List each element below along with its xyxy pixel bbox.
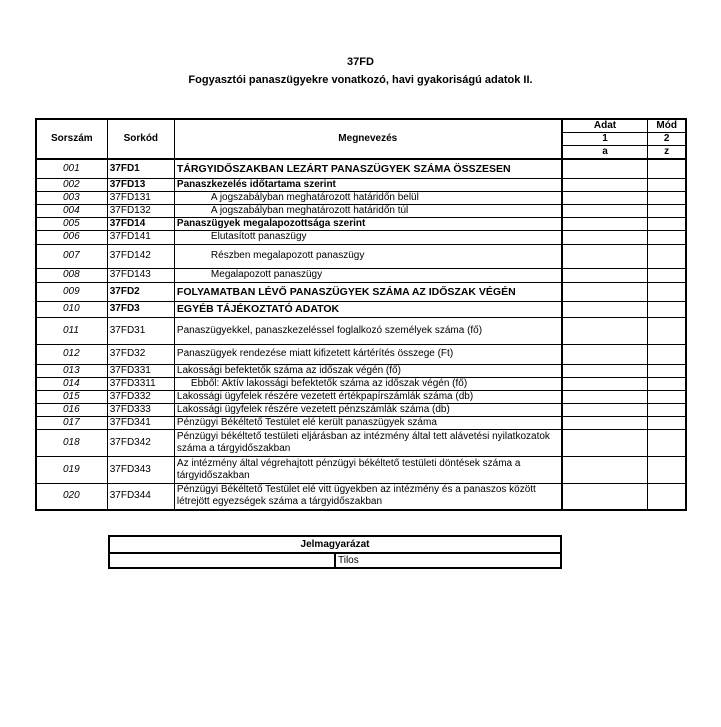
row-label: Megalapozott panaszügy (174, 268, 561, 282)
table-row (36, 364, 686, 377)
row-number: 002 (36, 178, 107, 191)
row-label: Részben megalapozott panaszügy (174, 244, 561, 268)
mod-cell[interactable] (648, 301, 686, 317)
adat-cell[interactable] (562, 244, 648, 268)
row-number: 019 (36, 456, 107, 483)
header-megnevezes: Megnevezés (174, 119, 561, 159)
mod-cell[interactable] (648, 416, 686, 429)
adat-cell[interactable] (562, 483, 648, 510)
table-row (36, 456, 686, 483)
row-number: 020 (36, 483, 107, 510)
row-number: 018 (36, 429, 107, 456)
row-number: 006 (36, 230, 107, 244)
mod-cell[interactable] (648, 483, 686, 510)
row-code: 37FD132 (107, 204, 174, 217)
row-code: 37FD331 (107, 364, 174, 377)
table-row (36, 268, 686, 282)
mod-cell[interactable] (648, 364, 686, 377)
mod-cell[interactable] (648, 390, 686, 403)
row-code: 37FD131 (107, 191, 174, 204)
row-label: Pénzügyi Békéltető Testület elé vitt ügyekben az intézmény és a panaszos között létrejött egyezségek száma a tárgyidőszakban (174, 483, 561, 510)
table-row (36, 159, 686, 178)
row-label: Lakossági ügyfelek részére vezetett pénzszámlák száma (db) (174, 403, 561, 416)
adat-cell[interactable] (562, 191, 648, 204)
table-row (36, 191, 686, 204)
row-label: Az intézmény által végrehajtott pénzügyi békéltető testületi döntések száma a tárgyidőszakban (174, 456, 561, 483)
adat-cell[interactable] (562, 178, 648, 191)
legend-item-label: Tilos (335, 553, 561, 568)
row-label: EGYÉB TÁJÉKOZTATÓ ADATOK (174, 301, 561, 317)
mod-cell[interactable] (648, 178, 686, 191)
adat-cell[interactable] (562, 429, 648, 456)
table-row (36, 244, 686, 268)
row-code: 37FD14 (107, 217, 174, 230)
mod-cell[interactable] (648, 159, 686, 178)
form-title: Fogyasztói panaszügyekre vonatkozó, havi gyakoriságú adatok II. (188, 74, 533, 86)
row-code: 37FD141 (107, 230, 174, 244)
adat-cell[interactable] (562, 204, 648, 217)
adat-cell[interactable] (562, 268, 648, 282)
mod-cell[interactable] (648, 217, 686, 230)
legend-swatch (109, 553, 335, 568)
adat-cell[interactable] (562, 301, 648, 317)
table-row (36, 377, 686, 390)
adat-cell[interactable] (562, 217, 648, 230)
row-number: 009 (36, 282, 107, 301)
mod-cell[interactable] (648, 230, 686, 244)
table-row (36, 178, 686, 191)
row-label: FOLYAMATBAN LÉVŐ PANASZÜGYEK SZÁMA AZ IDŐSZAK VÉGÉN (174, 282, 561, 301)
adat-cell[interactable] (562, 230, 648, 244)
table-row (36, 344, 686, 364)
row-number: 015 (36, 390, 107, 403)
header-mod-letter: z (648, 146, 686, 160)
table-row (36, 317, 686, 344)
mod-cell[interactable] (648, 268, 686, 282)
row-code: 37FD1 (107, 159, 174, 178)
table-row (36, 217, 686, 230)
form-code: 37FD (347, 56, 374, 68)
row-code: 37FD3311 (107, 377, 174, 390)
row-label: Panaszügyek rendezése miatt kifizetett kártérítés összege (Ft) (174, 344, 561, 364)
row-code: 37FD341 (107, 416, 174, 429)
row-code: 37FD32 (107, 344, 174, 364)
header-sorszam: Sorszám (36, 119, 107, 159)
header-adat-num: 1 (562, 133, 648, 146)
legend-table (108, 535, 562, 569)
row-label: Elutasított panaszügy (174, 230, 561, 244)
table-row (36, 416, 686, 429)
row-code: 37FD343 (107, 456, 174, 483)
adat-cell[interactable] (562, 344, 648, 364)
table-row (36, 282, 686, 301)
adat-cell[interactable] (562, 364, 648, 377)
row-code: 37FD3 (107, 301, 174, 317)
table-row (36, 483, 686, 510)
row-code: 37FD332 (107, 390, 174, 403)
row-label: Pénzügyi Békéltető Testület elé került panaszügyek száma (174, 416, 561, 429)
row-number: 004 (36, 204, 107, 217)
mod-cell[interactable] (648, 429, 686, 456)
row-number: 007 (36, 244, 107, 268)
table-row (36, 403, 686, 416)
adat-cell[interactable] (562, 317, 648, 344)
row-number: 017 (36, 416, 107, 429)
mod-cell[interactable] (648, 317, 686, 344)
row-number: 012 (36, 344, 107, 364)
row-code: 37FD344 (107, 483, 174, 510)
row-label: A jogszabályban meghatározott határidőn belül (174, 191, 561, 204)
legend-title: Jelmagyarázat (109, 536, 561, 553)
mod-cell[interactable] (648, 403, 686, 416)
mod-cell[interactable] (648, 191, 686, 204)
table-row (36, 429, 686, 456)
mod-cell[interactable] (648, 344, 686, 364)
mod-cell[interactable] (648, 456, 686, 483)
row-label: Lakossági ügyfelek részére vezetett értékpapírszámlák száma (db) (174, 390, 561, 403)
row-code: 37FD13 (107, 178, 174, 191)
row-code: 37FD342 (107, 429, 174, 456)
mod-cell[interactable] (648, 377, 686, 390)
table-row (36, 301, 686, 317)
row-number: 016 (36, 403, 107, 416)
mod-cell[interactable] (648, 282, 686, 301)
adat-cell[interactable] (562, 377, 648, 390)
row-label: TÁRGYIDŐSZAKBAN LEZÁRT PANASZÜGYEK SZÁMA ÖSSZESEN (174, 159, 561, 178)
header-mod: Mód (648, 119, 686, 133)
adat-cell[interactable] (562, 282, 648, 301)
header-sorkod: Sorkód (107, 119, 174, 159)
adat-cell[interactable] (562, 403, 648, 416)
row-number: 008 (36, 268, 107, 282)
adat-cell[interactable] (562, 416, 648, 429)
header-adat: Adat (562, 119, 648, 133)
row-number: 014 (36, 377, 107, 390)
header-mod-num: 2 (648, 133, 686, 146)
row-code: 37FD31 (107, 317, 174, 344)
row-code: 37FD2 (107, 282, 174, 301)
adat-cell[interactable] (562, 456, 648, 483)
row-code: 37FD333 (107, 403, 174, 416)
row-number: 013 (36, 364, 107, 377)
row-label: Panaszügyek megalapozottsága szerint (174, 217, 561, 230)
row-label: Panaszkezelés időtartama szerint (174, 178, 561, 191)
row-label: A jogszabályban meghatározott határidőn túl (174, 204, 561, 217)
row-code: 37FD143 (107, 268, 174, 282)
mod-cell[interactable] (648, 244, 686, 268)
row-number: 011 (36, 317, 107, 344)
row-label: Lakossági befektetők száma az időszak végén (fő) (174, 364, 561, 377)
table-row (36, 230, 686, 244)
row-number: 010 (36, 301, 107, 317)
row-number: 003 (36, 191, 107, 204)
mod-cell[interactable] (648, 204, 686, 217)
header-adat-letter: a (562, 146, 648, 160)
row-label: Ebből: Aktív lakossági befektetők száma az időszak végén (fő) (174, 377, 561, 390)
data-table (35, 118, 687, 511)
row-number: 005 (36, 217, 107, 230)
row-label: Panaszügyekkel, panaszkezeléssel foglalkozó személyek száma (fő) (174, 317, 561, 344)
table-row (36, 204, 686, 217)
table-row (36, 390, 686, 403)
adat-cell[interactable] (562, 159, 648, 178)
row-code: 37FD142 (107, 244, 174, 268)
row-label: Pénzügyi békéltető testületi eljárásban az intézmény által tett alávetési nyilatkozatok száma a tárgyidőszakban (174, 429, 561, 456)
row-number: 001 (36, 159, 107, 178)
adat-cell[interactable] (562, 390, 648, 403)
